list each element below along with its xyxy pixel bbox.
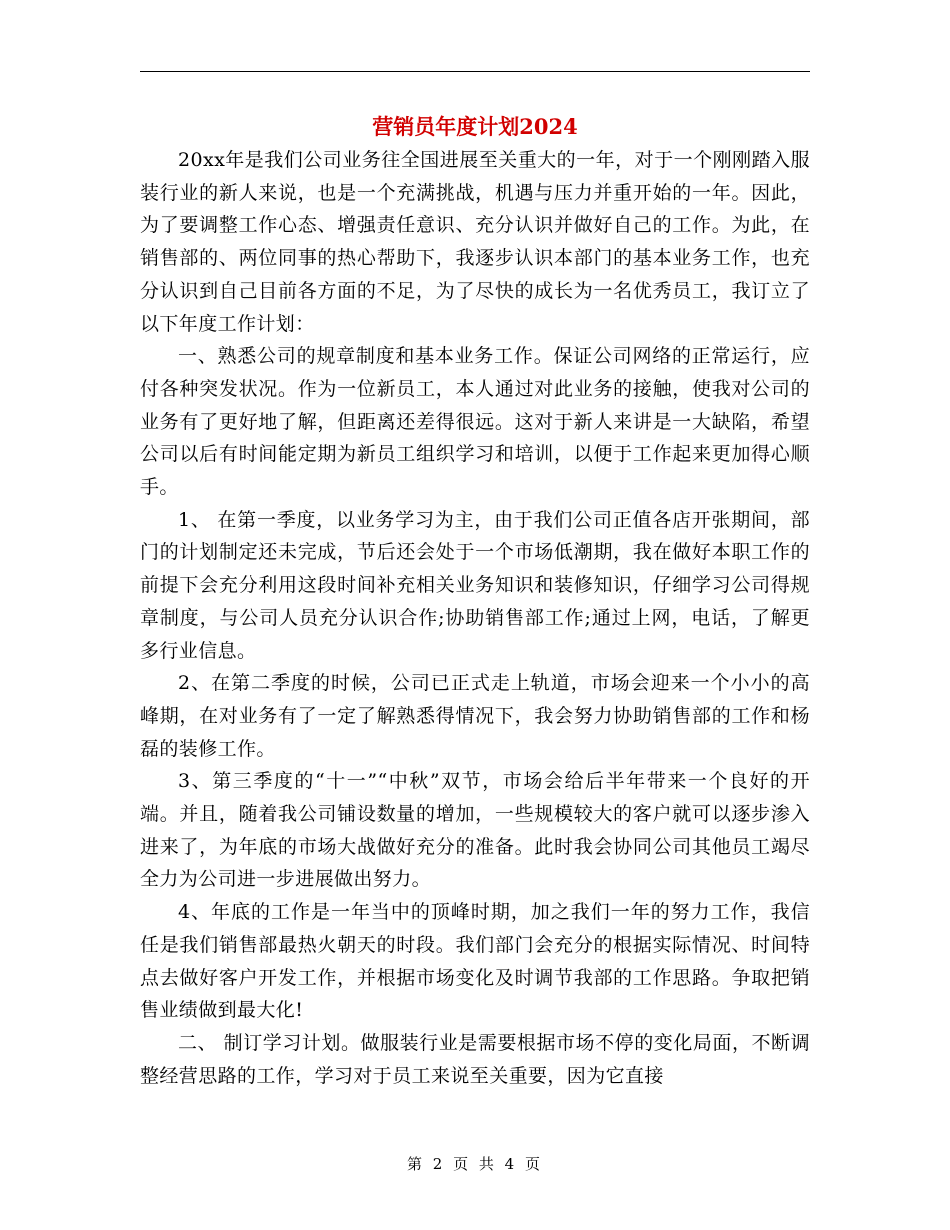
paragraph-q4: 4、年底的工作是一年当中的顶峰时期，加之我们一年的努力工作，我信任是我们销售部最热火朝天的时段。我们部门会充分的根据实际情况、时间特点去做好客户开发工作，并根据市场变化及时调节我部的工作思路。争取把销售业绩做到最大化! xyxy=(140,901,810,1022)
paragraph-q2: 2、在第二季度的时候，公司已正式走上轨道，市场会迎来一个小小的高峰期，在对业务有了一定了解熟悉得情况下，我会努力协助销售部的工作和杨磊的装修工作。 xyxy=(140,672,810,760)
document-title: 营销员年度计划2024 xyxy=(372,114,578,139)
header-rule xyxy=(140,71,810,72)
paragraph-q1: 1、 在第一季度，以业务学习为主，由于我们公司正值各店开张期间，部门的计划制定还未完成，节后还会处于一个市场低潮期，我在做好本职工作的前提下会充分利用这段时间补充相关业务知识和装修知识，仔细学习公司得规章制度，与公司人员充分认识合作;协助销售部工作;通过上网，电话，了解更多行业信息。 xyxy=(140,508,810,662)
paragraph-section-2: 二、 制订学习计划。做服装行业是需要根据市场不停的变化局面，不断调整经营思路的工作，学习对于员工来说至关重要，因为它直接 xyxy=(140,1031,810,1087)
page-footer: 第 2 页 共 4 页 xyxy=(407,1155,543,1173)
paragraph-section-1: 一、熟悉公司的规章制度和基本业务工作。保证公司网络的正常运行，应付各种突发状况。作为一位新员工，本人通过对此业务的接触，使我对公司的业务有了更好地了解，但距离还差得很远。这对于新人来讲是一大缺陷，希望公司以后有时间能定期为新员工组织学习和培训，以便于工作起来更加得心顺手。 xyxy=(140,345,810,499)
paragraph-intro: 20xx年是我们公司业务往全国进展至关重大的一年，对于一个刚刚踏入服装行业的新人来说，也是一个充满挑战，机遇与压力并重开始的一年。因此，为了要调整工作心态、增强责任意识、充分认识并做好自己的工作。为此，在销售部的、两位同事的热心帮助下，我逐步认识本部门的基本业务工作，也充分认识到自己目前各方面的不足，为了尽快的成长为一名优秀员工，我订立了以下年度工作计划： xyxy=(140,149,810,335)
paragraph-q3: 3、第三季度的“十一”“中秋”双节，市场会给后半年带来一个良好的开端。并且，随着我公司铺设数量的增加，一些规模较大的客户就可以逐步渗入进来了，为年底的市场大战做好充分的准备。此时我会协同公司其他员工竭尽全力为公司进一步进展做出努力。 xyxy=(140,770,810,891)
document-body xyxy=(140,144,810,1092)
